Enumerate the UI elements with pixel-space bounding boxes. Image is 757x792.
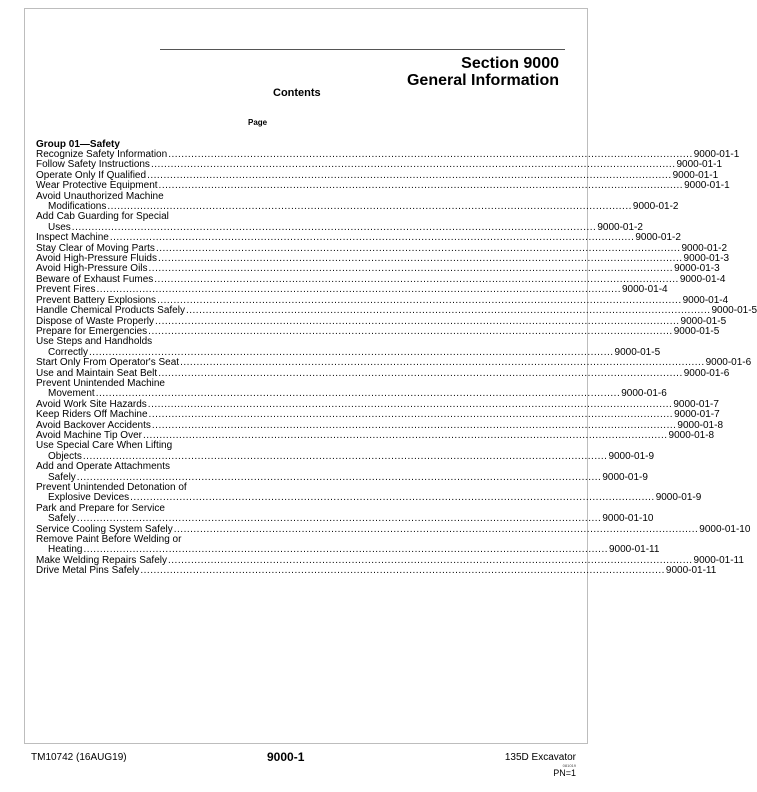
- toc-entry-page: 9000-01-2: [635, 232, 681, 244]
- toc-entry-page: 9000-01-9: [602, 471, 648, 483]
- toc-entry-title: Make Welding Repairs Safely: [36, 554, 167, 566]
- section-rule: [160, 49, 565, 50]
- toc-entry-title: Park and Prepare for Service: [36, 502, 165, 514]
- toc-entry-title: Avoid Machine Tip Over: [36, 429, 142, 441]
- leader-dots: ................................................................................................................................................................: [76, 471, 602, 483]
- leader-dots: ................................................................................................................................................................: [154, 273, 679, 285]
- toc-entry-page: 9000-01-1: [676, 159, 723, 171]
- toc-entry-page: 9000-01-5: [673, 325, 720, 337]
- toc-entry-title: Movement: [48, 388, 95, 400]
- leader-dots: ................................................................................................................................................................: [155, 242, 681, 254]
- leader-dots: ................................................................................................................................................................: [89, 346, 614, 358]
- leader-dots: ................................................................................................................................................................: [140, 565, 665, 577]
- toc-entry-title: Avoid Unauthorized Machine: [36, 190, 164, 202]
- section-number: Section 9000: [461, 55, 559, 72]
- toc-entry[interactable]: [36, 440, 655, 462]
- toc-entry-page: 9000-01-1: [684, 180, 730, 192]
- table-of-contents: [36, 149, 757, 577]
- leader-dots: ................................................................................................................................................................: [147, 398, 673, 410]
- toc-entry-page: 9000-01-6: [683, 367, 730, 379]
- toc-entry-title: Start Only From Operator's Seat: [36, 357, 180, 369]
- toc-entry-title: Recognize Safety Information: [36, 149, 168, 160]
- leader-dots: ................................................................................................................................................................: [148, 409, 674, 421]
- toc-entry-page: 9000-01-4: [679, 273, 726, 285]
- toc-entry-page: 9000-01-2: [597, 221, 643, 233]
- leader-dots: ................................................................................................................................................................: [109, 232, 635, 244]
- toc-entry-title: Inspect Machine: [36, 232, 109, 244]
- toc-entry-title: Avoid Backover Accidents: [36, 419, 151, 431]
- toc-entry-page: 9000-01-7: [673, 398, 719, 410]
- toc-entry-page: 9000-01-10: [602, 513, 654, 525]
- toc-entry[interactable]: [36, 211, 643, 233]
- toc-entry[interactable]: [36, 409, 720, 421]
- toc-entry-title: Prepare for Emergencies: [36, 325, 148, 337]
- toc-entry-page: 9000-01-11: [609, 544, 660, 556]
- leader-dots: ................................................................................................................................................................: [147, 169, 672, 181]
- footer-code: 081019: [562, 763, 576, 768]
- toc-entry-title: Add and Operate Attachments: [36, 461, 170, 473]
- toc-entry-title: Keep Riders Off Machine: [36, 409, 148, 421]
- toc-entry[interactable]: [36, 377, 667, 400]
- leader-dots: ................................................................................................................................................................: [151, 419, 677, 431]
- toc-entry-title: Correctly: [48, 346, 89, 358]
- toc-entry-page: 9000-01-2: [681, 242, 728, 254]
- toc-entry-title: Dispose of Waste Properly: [36, 315, 155, 327]
- toc-entry[interactable]: [36, 305, 757, 317]
- toc-entry-page: 9000-01-6: [621, 388, 667, 400]
- toc-entry[interactable]: [36, 565, 717, 577]
- toc-entry-page: 9000-01-11: [665, 565, 717, 577]
- group-title: Group 01—Safety: [36, 139, 120, 150]
- pn-label: PN=1: [553, 768, 576, 778]
- toc-entry-title: Beware of Exhaust Fumes: [36, 273, 154, 285]
- toc-entry-page: 9000-01-6: [705, 357, 752, 369]
- toc-entry[interactable]: [36, 534, 660, 556]
- toc-entry-title: Safely: [48, 513, 76, 525]
- toc-entry-title: Prevent Unintended Detonation of: [36, 482, 187, 493]
- leader-dots: ................................................................................................................................................................: [148, 263, 674, 275]
- leader-dots: ................................................................................................................................................................: [71, 221, 597, 233]
- leader-dots: ................................................................................................................................................................: [173, 523, 699, 535]
- toc-entry-page: 9000-01-5: [614, 346, 661, 358]
- toc-entry-title: Avoid High-Pressure Oils: [36, 263, 148, 275]
- toc-entry-title: Prevent Battery Explosions: [36, 294, 157, 306]
- toc-entry-page: 9000-01-4: [682, 294, 729, 306]
- toc-entry-title: Uses: [48, 221, 71, 233]
- leader-dots: ................................................................................................................................................................: [96, 284, 621, 296]
- toc-entry-title: Prevent Fires: [36, 284, 96, 296]
- toc-entry-title: Use Steps and Handholds: [36, 336, 153, 348]
- toc-entry-title: Remove Paint Before Welding or: [36, 534, 182, 546]
- toc-entry-title: Handle Chemical Products Safely: [36, 305, 185, 317]
- leader-dots: ................................................................................................................................................................: [83, 544, 608, 556]
- leader-dots: ................................................................................................................................................................: [148, 325, 673, 337]
- toc-entry-title: Modifications: [48, 201, 107, 213]
- toc-entry-title: Avoid High-Pressure Fluids: [36, 253, 157, 265]
- leader-dots: ................................................................................................................................................................: [95, 388, 621, 400]
- toc-entry-title: Stay Clear of Moving Parts: [36, 242, 155, 254]
- toc-entry-page: 9000-01-10: [699, 523, 751, 535]
- leader-dots: ................................................................................................................................................................: [82, 450, 608, 462]
- toc-entry-title: Follow Safety Instructions: [36, 159, 150, 171]
- toc-entry-page: 9000-01-4: [622, 284, 668, 296]
- toc-entry-page: 9000-01-5: [680, 315, 727, 327]
- toc-entry[interactable]: [36, 482, 702, 504]
- toc-entry-title: Use Special Care When Lifting: [36, 440, 173, 452]
- leader-dots: ................................................................................................................................................................: [142, 429, 668, 441]
- toc-entry-title: Service Cooling System Safely: [36, 523, 173, 535]
- toc-entry-page: 9000-01-1: [672, 169, 719, 181]
- toc-entry-title: Explosive Devices: [48, 492, 130, 504]
- toc-entry-title: Heating: [48, 544, 83, 556]
- toc-entry-page: 9000-01-11: [693, 554, 744, 566]
- toc-entry[interactable]: [36, 461, 648, 483]
- leader-dots: ................................................................................................................................................................: [180, 357, 705, 369]
- toc-entry-title: Prevent Unintended Machine: [36, 377, 165, 389]
- toc-entry[interactable]: [36, 190, 679, 213]
- toc-entry[interactable]: [36, 357, 752, 369]
- leader-dots: ................................................................................................................................................................: [155, 315, 680, 327]
- toc-entry[interactable]: [36, 336, 661, 358]
- section-title: General Information: [406, 72, 559, 89]
- toc-entry-page: 9000-01-2: [632, 201, 679, 213]
- toc-entry-title: Drive Metal Pins Safely: [36, 565, 140, 577]
- leader-dots: ................................................................................................................................................................: [185, 305, 711, 317]
- toc-entry-page: 9000-01-3: [683, 253, 730, 265]
- toc-entry-page: 9000-01-8: [668, 429, 715, 441]
- toc-entry[interactable]: [36, 502, 654, 525]
- leader-dots: ................................................................................................................................................................: [168, 554, 693, 566]
- toc-entry-title: Use and Maintain Seat Belt: [36, 367, 158, 379]
- toc-entry-page: 9000-01-9: [655, 492, 702, 504]
- leader-dots: ................................................................................................................................................................: [157, 253, 683, 265]
- toc-entry-title: Operate Only If Qualified: [36, 169, 147, 181]
- leader-dots: ................................................................................................................................................................: [157, 294, 682, 306]
- leader-dots: ................................................................................................................................................................: [76, 513, 602, 525]
- toc-entry-page: 9000-01-3: [674, 263, 720, 275]
- toc-entry-title: Objects: [48, 450, 82, 462]
- contents-heading: Contents: [273, 87, 321, 99]
- toc-entry-title: Wear Protective Equipment: [36, 180, 158, 192]
- toc-entry-page: 9000-01-7: [674, 409, 720, 421]
- page-column-header: Page: [248, 118, 268, 127]
- leader-dots: ................................................................................................................................................................: [107, 201, 632, 213]
- toc-entry-title: Avoid Work Site Hazards: [36, 398, 147, 410]
- toc-entry-page: 9000-01-1: [693, 149, 740, 160]
- toc-entry-page: 9000-01-9: [608, 450, 655, 462]
- toc-entry-title: Add Cab Guarding for Special: [36, 211, 169, 223]
- leader-dots: ................................................................................................................................................................: [150, 159, 676, 171]
- toc-entry-title: Safely: [48, 471, 76, 483]
- toc-entry-page: 9000-01-5: [711, 305, 757, 317]
- toc-entry-page: 9000-01-8: [677, 419, 724, 431]
- leader-dots: ................................................................................................................................................................: [158, 180, 684, 192]
- model-name: 135D Excavator: [504, 752, 576, 763]
- leader-dots: ................................................................................................................................................................: [158, 367, 683, 379]
- leader-dots: ................................................................................................................................................................: [168, 149, 693, 160]
- leader-dots: ................................................................................................................................................................: [130, 492, 655, 504]
- page-number: 9000-1: [267, 750, 305, 764]
- doc-id: TM10742 (16AUG19): [31, 752, 127, 763]
